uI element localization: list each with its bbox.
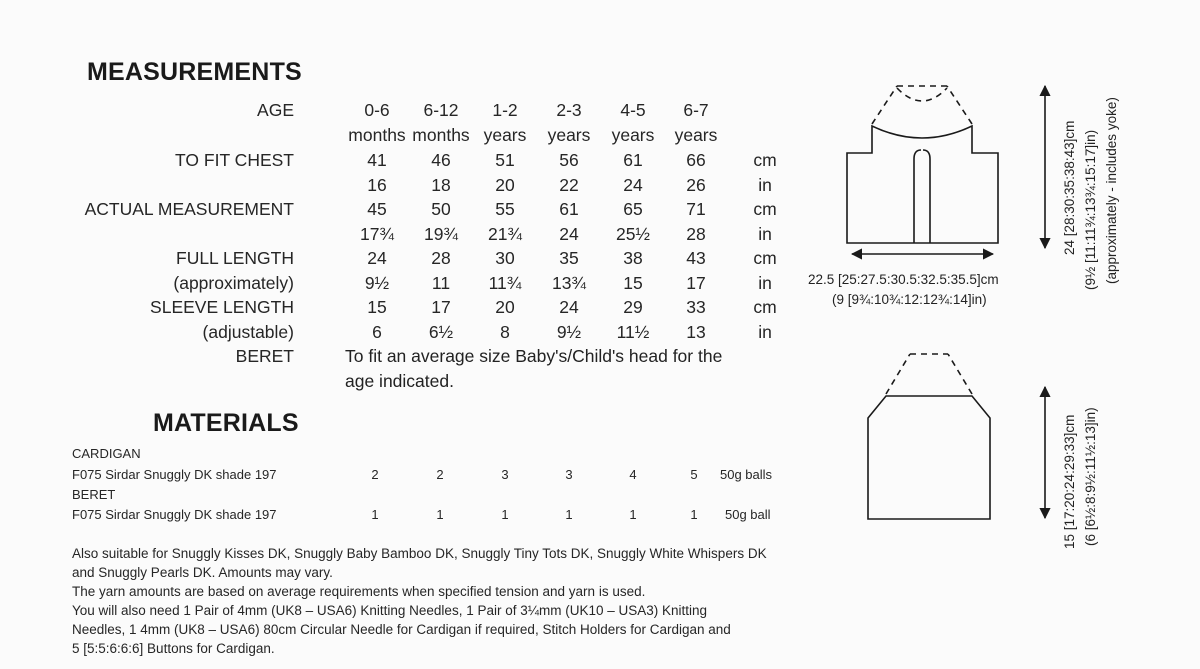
measurement-value: 6 — [372, 322, 382, 342]
materials-heading: MATERIALS — [153, 409, 299, 437]
beret-quantity: 1 — [436, 507, 444, 522]
measurement-value: 30 — [495, 248, 515, 268]
age-unit: months — [348, 125, 406, 145]
beret-quantity: 1 — [501, 507, 509, 522]
body-length-note: (approximately - includes yoke) — [1104, 97, 1119, 284]
cardigan-quantity: 3 — [501, 467, 509, 482]
measurement-row-label: FULL LENGTH — [176, 248, 294, 268]
measurement-value: 61 — [559, 199, 579, 219]
measurement-value: 9½ — [364, 273, 390, 293]
measurement-value: 22 — [559, 175, 579, 195]
body-length-cm: 24 [28:30:35:38:43]cm — [1062, 120, 1077, 255]
measurement-unit: cm — [753, 297, 777, 317]
measurement-row-label: TO FIT CHEST — [175, 150, 294, 170]
measurement-value: 56 — [559, 150, 579, 170]
measurement-unit: cm — [753, 150, 777, 170]
beret-label: BERET — [235, 346, 294, 366]
age-range: 1-2 — [492, 100, 518, 120]
sleeve-length-in: (6 [6½:8:9½:11½:13]in) — [1083, 407, 1098, 546]
measurement-row-label: ACTUAL MEASUREMENT — [84, 199, 294, 219]
note-line: Needles, 1 4mm (UK8 – USA6) 80cm Circular Needle for Cardigan if required, Stitch Holders for Cardigan and — [72, 622, 731, 637]
measurement-value: 45 — [367, 199, 387, 219]
cardigan-body-diagram — [847, 86, 998, 243]
measurement-value: 15 — [623, 273, 643, 293]
age-range: 6-7 — [683, 100, 709, 120]
measurement-value: 71 — [686, 199, 706, 219]
measurement-value: 29 — [623, 297, 643, 317]
note-line: You will also need 1 Pair of 4mm (UK8 – USA6) Knitting Needles, 1 Pair of 3¼mm (UK10 – USA3) Knitting — [72, 603, 708, 618]
beret-quantity: 1 — [565, 507, 573, 522]
measurement-value: 13¾ — [551, 273, 587, 293]
measurement-value: 21¾ — [487, 224, 523, 244]
measurement-row-label: (approximately) — [173, 273, 294, 293]
measurement-value: 41 — [367, 150, 387, 170]
body-length-in: (9½ [11:11¾:13¾:15:17]in) — [1083, 129, 1098, 290]
measurement-value: 6½ — [428, 322, 454, 342]
age-unit: months — [412, 125, 470, 145]
measurement-value: 19¾ — [423, 224, 459, 244]
beret-quantity: 1 — [371, 507, 379, 522]
body-width-cm: 22.5 [25:27.5:30.5:32.5:35.5]cm — [808, 272, 999, 287]
measurement-value: 24 — [623, 175, 643, 195]
cardigan-quantity: 5 — [690, 467, 698, 482]
age-range: 4-5 — [620, 100, 646, 120]
measurement-value: 11¾ — [488, 273, 522, 293]
measurement-value: 24 — [367, 248, 387, 268]
cardigan-quantity: 2 — [436, 467, 444, 482]
measurement-value: 35 — [559, 248, 579, 268]
measurement-value: 17 — [686, 273, 706, 293]
measurement-row-label: (adjustable) — [202, 322, 294, 342]
age-range: 6-12 — [423, 100, 459, 120]
note-line: The yarn amounts are based on average requirements when specified tension and yarn is used. — [72, 584, 646, 599]
cardigan-quantity: 4 — [629, 467, 637, 482]
age-unit: years — [547, 125, 591, 145]
measurement-value: 46 — [431, 150, 451, 170]
measurement-unit: cm — [753, 199, 777, 219]
cardigan-unit: 50g balls — [720, 467, 773, 482]
measurement-value: 20 — [495, 175, 515, 195]
measurement-value: 16 — [367, 175, 387, 195]
beret-fit-text-line-2: age indicated. — [345, 371, 454, 391]
measurement-value: 13 — [686, 322, 706, 342]
measurement-value: 20 — [495, 297, 515, 317]
measurement-value: 65 — [623, 199, 643, 219]
measurement-value: 55 — [495, 199, 515, 219]
measurement-value: 51 — [495, 150, 515, 170]
measurement-value: 24 — [559, 297, 579, 317]
measurement-value: 15 — [367, 297, 387, 317]
measurements-heading: MEASUREMENTS — [87, 58, 302, 86]
measurement-unit: in — [758, 273, 772, 293]
measurement-row-label: SLEEVE LENGTH — [150, 297, 294, 317]
measurement-value: 8 — [500, 322, 510, 342]
materials-beret-yarn: F075 Sirdar Snuggly DK shade 197 — [72, 507, 277, 522]
note-line: Also suitable for Snuggly Kisses DK, Snuggly Baby Bamboo DK, Snuggly Tiny Tots DK, Snuggly White Whispers DK — [72, 546, 767, 561]
age-label: AGE — [257, 100, 294, 120]
measurement-value: 18 — [431, 175, 451, 195]
measurement-value: 43 — [686, 248, 706, 268]
sleeve-diagram — [868, 354, 990, 519]
age-range: 2-3 — [556, 100, 582, 120]
age-unit: years — [483, 125, 527, 145]
measurement-value: 66 — [686, 150, 706, 170]
measurement-unit: in — [758, 322, 772, 342]
materials-cardigan-yarn: F075 Sirdar Snuggly DK shade 197 — [72, 467, 277, 482]
materials-beret-label: BERET — [72, 487, 116, 502]
measurement-value: 38 — [623, 248, 643, 268]
measurement-value: 11 — [431, 273, 451, 293]
measurement-value: 11½ — [616, 322, 650, 342]
cardigan-quantity: 3 — [565, 467, 573, 482]
beret-quantity: 1 — [629, 507, 637, 522]
sleeve-length-cm: 15 [17:20:24:29:33]cm — [1062, 414, 1077, 549]
beret-unit: 50g ball — [725, 507, 771, 522]
measurement-value: 17¾ — [359, 224, 395, 244]
measurement-value: 24 — [559, 224, 579, 244]
measurement-unit: cm — [753, 248, 777, 268]
body-width-in: (9 [9¾:10¾:12:12¾:14]in) — [832, 292, 987, 307]
measurement-value: 33 — [686, 297, 706, 317]
age-range: 0-6 — [364, 100, 390, 120]
measurement-value: 50 — [431, 199, 451, 219]
age-unit: years — [611, 125, 655, 145]
beret-fit-text-line-1: To fit an average size Baby's/Child's head for the — [345, 346, 723, 366]
age-unit: years — [674, 125, 718, 145]
measurement-unit: in — [758, 224, 772, 244]
note-line: 5 [5:5:6:6:6] Buttons for Cardigan. — [72, 641, 275, 656]
measurement-value: 9½ — [556, 322, 582, 342]
beret-quantity: 1 — [690, 507, 698, 522]
measurement-value: 61 — [623, 150, 643, 170]
cardigan-quantity: 2 — [371, 467, 379, 482]
measurement-value: 25½ — [615, 224, 651, 244]
measurement-value: 17 — [431, 297, 451, 317]
measurement-value: 26 — [686, 175, 706, 195]
measurement-value: 28 — [431, 248, 451, 268]
note-line: and Snuggly Pearls DK. Amounts may vary. — [72, 565, 333, 580]
materials-cardigan-label: CARDIGAN — [72, 446, 141, 461]
measurement-unit: in — [758, 175, 772, 195]
measurement-value: 28 — [686, 224, 706, 244]
